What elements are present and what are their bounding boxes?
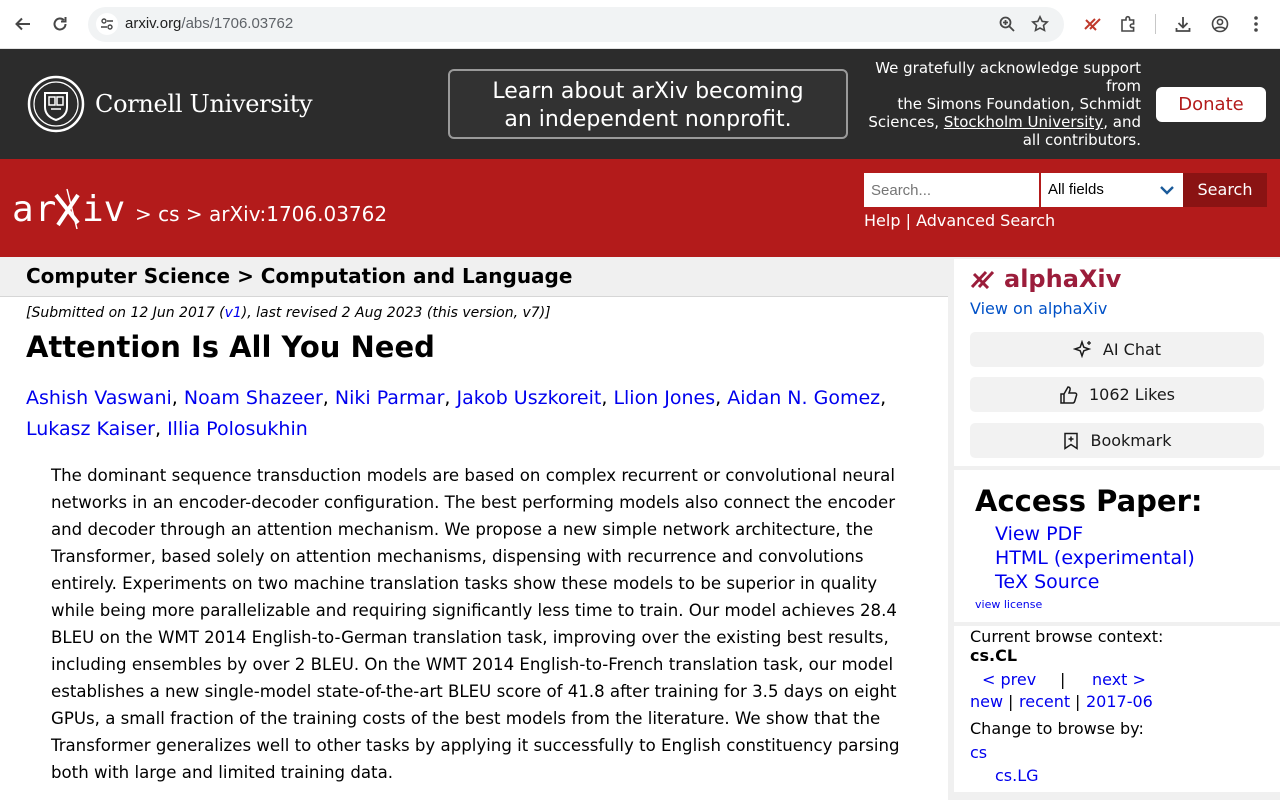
subject-bar xyxy=(0,257,948,297)
help-links xyxy=(864,211,1055,230)
arxiv-header xyxy=(0,159,1280,257)
submission-dateline xyxy=(26,305,551,321)
sparkle-icon xyxy=(1073,340,1093,360)
author-link[interactable]: Llion Jones xyxy=(613,387,716,409)
browser-toolbar xyxy=(0,0,1280,49)
help-link[interactable]: Help xyxy=(864,211,901,230)
search-button[interactable]: Search xyxy=(1183,173,1267,207)
new-link[interactable]: new xyxy=(970,692,1004,711)
browse-context-panel xyxy=(954,626,1280,792)
bookmark-label: Bookmark xyxy=(1090,431,1172,450)
ai-chat-button[interactable] xyxy=(970,332,1264,367)
banner-line-1: Learn about arXiv becoming xyxy=(492,79,804,104)
author-link[interactable]: Lukasz Kaiser xyxy=(26,418,155,440)
likes-button[interactable] xyxy=(970,377,1264,412)
more-menu-icon[interactable] xyxy=(1244,12,1268,36)
back-arrow-icon[interactable] xyxy=(11,12,35,36)
view-license-link[interactable]: view license xyxy=(975,598,1043,611)
browse-context-label: Current browse context: xyxy=(970,627,1164,646)
access-paper-heading: Access Paper: xyxy=(975,484,1203,518)
url-host: arxiv.org xyxy=(125,15,182,32)
support-acknowledgement xyxy=(860,59,1141,149)
likes-label: 1062 Likes xyxy=(1088,385,1176,404)
bookmark-icon xyxy=(1062,432,1080,450)
dateline-text: [Submitted on 12 Jun 2017 ( xyxy=(26,305,225,321)
browse-context-value: cs.CL xyxy=(970,646,1018,665)
ai-chat-label: AI Chat xyxy=(1102,340,1162,359)
support-line xyxy=(860,113,1141,131)
right-sidebar xyxy=(948,257,1280,800)
bookmark-star-icon[interactable] xyxy=(1028,12,1052,36)
author-link[interactable]: Noam Shazeer xyxy=(183,387,323,409)
alphaxiv-title-text: alphaXiv xyxy=(1004,265,1122,293)
recent-link[interactable]: recent xyxy=(1019,692,1071,711)
zoom-icon[interactable] xyxy=(995,12,1019,36)
arxiv-logo[interactable] xyxy=(12,185,130,237)
author-link[interactable]: Ashish Vaswani xyxy=(26,387,172,409)
link-separator: | xyxy=(905,211,911,230)
cornell-logo[interactable] xyxy=(27,75,312,133)
v1-link[interactable]: v1 xyxy=(224,305,242,321)
browse-cs-link[interactable]: cs xyxy=(970,743,988,762)
link-separator: | xyxy=(1008,692,1014,711)
support-line: the Simons Foundation, Schmidt xyxy=(897,95,1141,113)
svg-text:ar: ar xyxy=(12,189,58,230)
download-icon[interactable] xyxy=(1171,12,1195,36)
reload-icon[interactable] xyxy=(48,12,72,36)
cornell-seal-icon xyxy=(27,75,85,133)
author-link[interactable]: Illia Polosukhin xyxy=(167,418,308,440)
support-line: We gratefully acknowledge support xyxy=(875,59,1141,77)
site-info-icon[interactable] xyxy=(96,13,118,35)
link-separator: | xyxy=(1075,692,1081,711)
alphaxiv-extension-icon[interactable] xyxy=(1080,12,1104,36)
banner-line-2: an independent nonprofit. xyxy=(504,107,792,132)
cornell-header xyxy=(0,49,1280,159)
extensions-puzzle-icon[interactable] xyxy=(1116,12,1140,36)
svg-text:iv: iv xyxy=(82,189,126,230)
prev-link[interactable]: < prev xyxy=(982,670,1037,689)
view-on-alphaxiv-link[interactable]: View on alphaXiv xyxy=(970,299,1108,318)
alphaxiv-title[interactable] xyxy=(970,265,1121,293)
change-browse-label: Change to browse by: xyxy=(970,719,1144,738)
tex-source-link[interactable]: TeX Source xyxy=(995,571,1100,593)
support-text: Sciences, xyxy=(868,113,944,131)
author-link[interactable]: Jakob Uszkoreit xyxy=(456,387,602,409)
abstract: The dominant sequence transduction models are based on complex recurrent or convolutional neural networks in an encoder-decoder configuration. The best performing models also connect the encoder and decoder through an attention mechanism. We propose a new simple network architecture, the Transformer, based solely on attention mechanisms, dispensing with recurrence and convolutions entirely. Experiments on two machine translation tasks show these models to be superior in quality while being more parallelizable and requiring significantly less time to train. Our model achieves 28.4 BLEU on the WMT 2014 English-to-German translation task, improving over the existing best results, including ensembles by over 2 BLEU. On the WMT 2014 English-to-French translation task, our model establishes a new single-model state-of-the-art BLEU score of 41.8 after training for 3.5 days on eight GPUs, a small fraction of the training costs of the best models from the literature. We show that the Transformer generalizes well to other tasks by applying it successfully to English constituency parsing both with large and limited training data. xyxy=(51,466,900,782)
bookmark-button[interactable] xyxy=(970,423,1264,458)
alphaxiv-logo-icon xyxy=(970,269,996,289)
paper-title: Attention Is All You Need xyxy=(26,330,435,364)
advanced-search-link[interactable]: Advanced Search xyxy=(916,211,1056,230)
browse-cs-lg-link[interactable]: cs.LG xyxy=(995,766,1039,785)
support-line: all contributors. xyxy=(1022,131,1141,149)
author-list: Ashish Vaswani, Noam Shazeer, Niki Parmar, Jakob Uszkoreit, Llion Jones, Aidan N. Gomez, Lukasz Kaiser, Illia Polosukhin xyxy=(26,387,887,440)
alphaxiv-panel xyxy=(954,259,1280,466)
address-bar[interactable] xyxy=(88,7,1064,42)
support-line: from xyxy=(1106,77,1141,95)
date-link[interactable]: 2017-06 xyxy=(1086,692,1153,711)
profile-icon[interactable] xyxy=(1208,12,1232,36)
next-link[interactable]: next > xyxy=(1092,670,1146,689)
cornell-name: Cornell University xyxy=(95,90,313,118)
prev-next-separator: | xyxy=(1060,670,1066,689)
donate-button[interactable]: Donate xyxy=(1156,87,1266,122)
support-text: , and xyxy=(1103,113,1141,131)
stockholm-university-link[interactable]: Stockholm University xyxy=(943,113,1104,131)
view-pdf-link[interactable]: View PDF xyxy=(995,523,1084,545)
nonprofit-banner-button[interactable] xyxy=(448,69,848,139)
search-field-value: All fields xyxy=(1048,181,1104,198)
subject-heading: Computer Science > Computation and Language xyxy=(26,264,573,288)
breadcrumb[interactable]: > cs > arXiv:1706.03762 xyxy=(135,202,388,226)
url-path: /abs/1706.03762 xyxy=(181,15,294,32)
toolbar-divider xyxy=(1155,14,1156,34)
author-link[interactable]: Niki Parmar xyxy=(334,387,445,409)
search-input[interactable] xyxy=(864,173,1039,207)
search-field-select[interactable] xyxy=(1041,173,1183,207)
chevron-down-icon xyxy=(1159,182,1175,198)
access-paper-panel xyxy=(954,470,1280,622)
thumbs-up-icon xyxy=(1059,385,1079,405)
url-text[interactable] xyxy=(125,15,293,32)
html-experimental-link[interactable]: HTML (experimental) xyxy=(995,547,1195,569)
dateline-text: ), last revised 2 Aug 2023 (this version, v7)] xyxy=(241,305,551,321)
author-link[interactable]: Aidan N. Gomez xyxy=(727,387,881,409)
